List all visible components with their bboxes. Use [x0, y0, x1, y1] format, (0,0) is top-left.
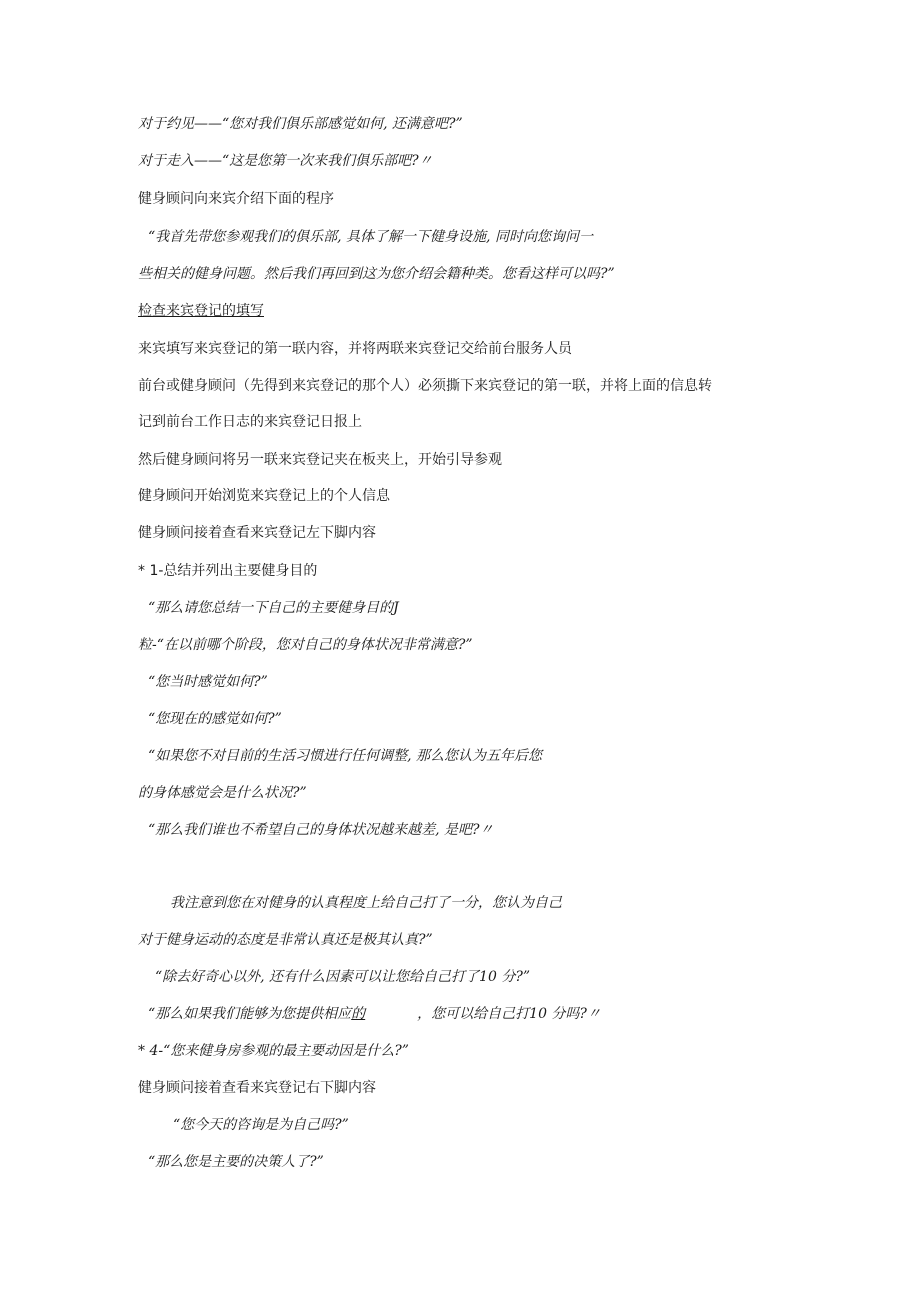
text-fragment-provide-a: “那么如果我们能够为您提供相应 — [148, 1006, 352, 1022]
text-line-quote-provide — [148, 1005, 601, 1023]
text-line-quote-five-years-1: “如果您不对目前的生活习惯进行任何调整, 那么您认为五年后您 — [148, 748, 543, 764]
text-line-front-desk-2: 记到前台工作日志的来宾登记日报上 — [138, 414, 362, 430]
list-item-4-motivation: * 4-“您来健身房参观的最主要动因是什么?” — [138, 1043, 409, 1059]
text-line-quote-curiosity: “除去好奇心以外, 还有什么因素可以让您给自己打了10 分?” — [155, 969, 530, 985]
section-heading-check-registration: 检查来宾登记的填写 — [138, 303, 264, 319]
text-line-quote-for-self: “您今天的咨询是为自己吗?” — [173, 1117, 349, 1133]
text-line-appointment: 对于约见——“您对我们俱乐部感觉如何, 还满意吧?” — [138, 116, 463, 132]
text-line-check-lower-right: 健身顾问接着查看来宾登记右下脚内容 — [138, 1080, 376, 1096]
text-line-guest-fills: 来宾填写来宾登记的第一联内容，并将两联来宾登记交给前台服务人员 — [138, 341, 572, 357]
text-line-browse-info: 健身顾问开始浏览来宾登记上的个人信息 — [138, 488, 390, 504]
text-line-quote-tour-2: 些相关的健身问题。然后我们再回到这为您介绍会籍种类。您看这样可以吗?” — [138, 266, 615, 282]
text-line-quote-decision-maker: “那么您是主要的决策人了?” — [148, 1154, 324, 1170]
list-item-1-goals: * 1-总结并列出主要健身目的 — [138, 563, 318, 579]
text-line-front-desk-1: 前台或健身顾问（先得到来宾登记的那个人）必须撕下来宾登记的第一联，并将上面的信息转 — [138, 378, 712, 394]
text-line-quote-five-years-2: 的身体感觉会是什么状况?” — [138, 785, 307, 801]
text-line-quote-goals: “那么请您总结一下自己的主要健身目的J — [148, 600, 399, 616]
text-line-check-lower-left: 健身顾问接着查看来宾登记左下脚内容 — [138, 525, 376, 541]
text-line-walk-in: 对于走入——“这是您第一次来我们俱乐部吧?〃 — [138, 153, 433, 169]
text-line-quote-then-feel: “您当时感觉如何?” — [148, 674, 268, 690]
text-line-intro-procedure: 健身顾问向来宾介绍下面的程序 — [138, 191, 334, 207]
text-line-clipboard: 然后健身顾问将另一联来宾登记夹在板夹上，开始引导参观 — [138, 452, 502, 468]
text-line-score-2: 对于健身运动的态度是非常认真还是极其认真?” — [138, 932, 433, 948]
text-line-quote-tour-1: “我首先带您参观我们的俱乐部, 具体了解一下健身设施, 同时向您询问一 — [148, 229, 593, 245]
text-fragment-provide-c: ，您可以给自己打10 分吗?〃 — [417, 1006, 601, 1022]
text-line-quote-past-stage: 粒-“在以前哪个阶段，您对自己的身体状况非常满意?” — [138, 637, 473, 653]
text-line-quote-now-feel: “您现在的感觉如何?” — [148, 711, 282, 727]
text-line-quote-worse: “那么我们谁也不希望自己的身体状况越来越差, 是吧?〃 — [148, 822, 494, 838]
text-fragment-provide-b: 的 — [351, 1006, 366, 1022]
text-line-score-1: 我注意到您在对健身的认真程度上给自己打了一分，您认为自己 — [170, 895, 562, 911]
